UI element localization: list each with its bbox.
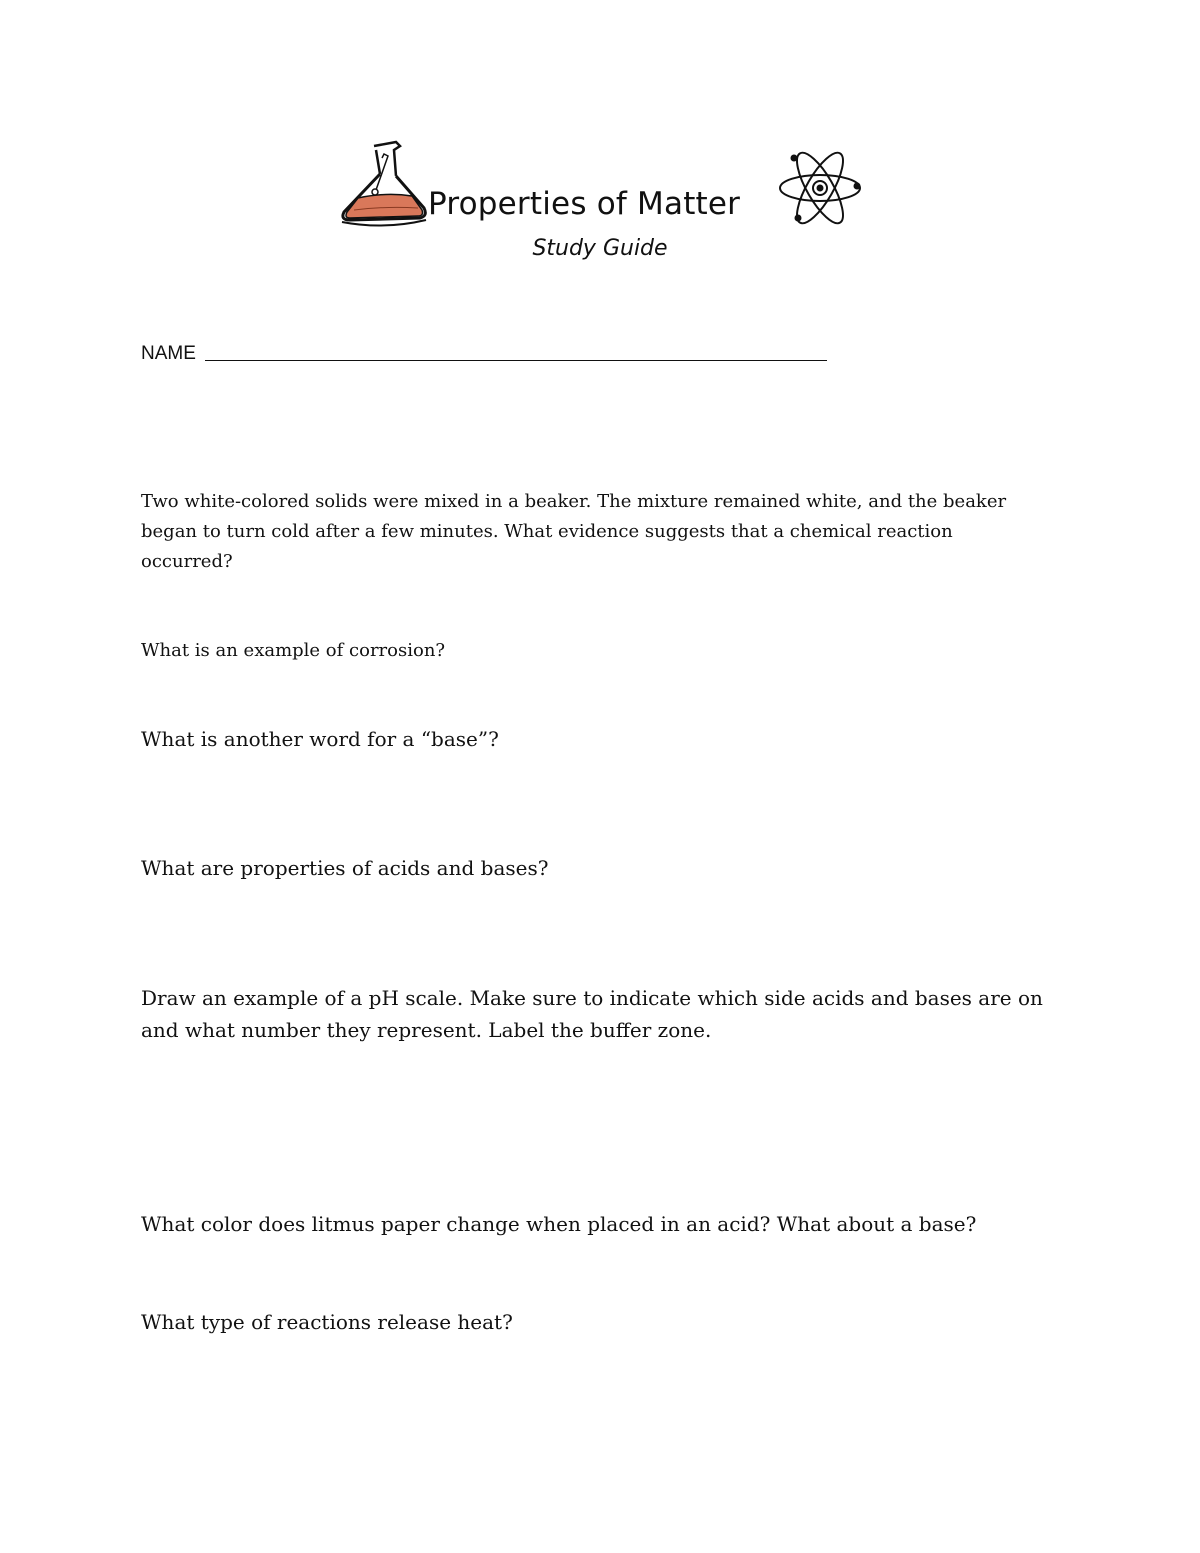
name-field [141,343,827,365]
document-title: Properties of Matter [428,186,741,222]
name-blank-line [205,360,827,361]
question-6: What color does litmus paper change when placed in an acid? What about a base? [141,1212,977,1236]
question-1: Two white-colored solids were mixed in a beaker. The mixture remained white, and the beaker began to turn cold after a few minutes. What evidence suggests that a chemical reaction occurred? [141,491,1007,572]
question-2: What is an example of corrosion? [141,640,446,661]
atom-icon [778,146,862,230]
question-4: What are properties of acids and bases? [141,856,549,880]
document-subtitle: Study Guide [532,236,668,261]
name-label: NAME [141,343,196,364]
header [336,140,866,240]
question-7: What type of reactions release heat? [141,1310,513,1334]
question-3: What is another word for a “base”? [141,727,499,751]
question-5: Draw an example of a pH scale. Make sure to indicate which side acids and bases are on and what number they represent. Label the buffer zone. [141,986,1043,1042]
flask-icon [336,140,430,230]
